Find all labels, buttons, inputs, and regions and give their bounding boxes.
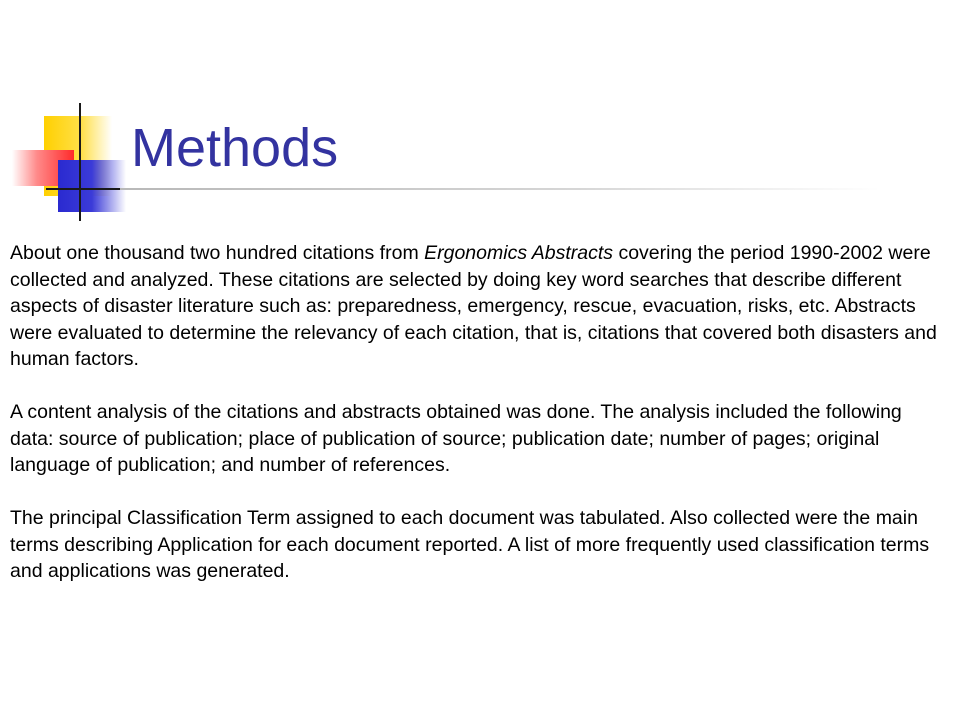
paragraph-1-text-start: About one thousand two hundred citations from xyxy=(10,242,425,264)
title-underline xyxy=(120,188,880,190)
paragraph-1-text-end: covering the period 1990-2002 were collected and analyzed. These citations are selected by doing key word searches that describe different aspects of disaster literature such as: preparedness, emergency, rescue, evacuation, risks, etc. Abstracts were evaluated to determine the relevancy of each citation, that is, citations that covered both disasters and human factors. xyxy=(10,242,937,370)
slide-title: Methods xyxy=(131,118,339,178)
vertical-line-decoration xyxy=(79,103,81,221)
paragraph-2: A content analysis of the citations and abstracts obtained was done. The analysis included the following data: source of publication; place of publication of source; publication date; number of pages; original language of publication; and number of references. xyxy=(10,401,902,476)
paragraph-3: The principal Classification Term assigned to each document was tabulated. Also collected were the main terms describing Application for each document reported. A list of more frequently used classification terms and applications was generated. xyxy=(10,507,930,582)
paragraph-1-italic-title: Ergonomics Abstracts xyxy=(424,242,614,264)
corner-decoration-graphic xyxy=(0,0,140,220)
blue-square-decoration xyxy=(58,160,126,212)
paragraph-1 xyxy=(10,240,940,373)
slide-body xyxy=(10,240,940,585)
